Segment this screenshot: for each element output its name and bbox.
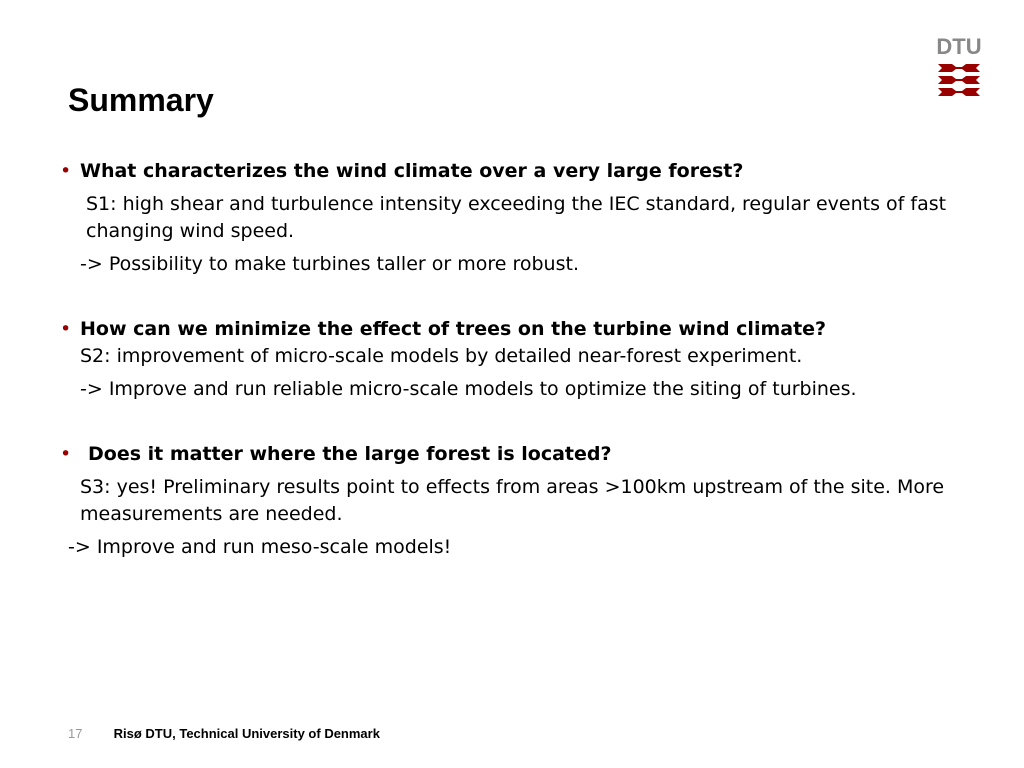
dtu-logo — [936, 34, 982, 96]
bullet-answer: S2: improvement of micro-scale models by detailed near-forest experiment. — [80, 345, 803, 367]
bullet-item — [58, 158, 958, 278]
footer-text: Risø DTU, Technical University of Denmark — [113, 726, 380, 741]
page-number: 17 — [68, 726, 83, 741]
bullet-question: What characterizes the wind climate over a very large forest? — [80, 160, 744, 182]
bullet-item — [58, 441, 958, 561]
bullet-dot-icon: • — [60, 443, 72, 465]
bullet-question: Does it matter where the large forest is located? — [88, 443, 612, 465]
bullet-dot-icon: • — [60, 160, 72, 182]
bullet-question: How can we minimize the effect of trees on the turbine wind climate? — [80, 318, 827, 340]
bullet-outcome: -> Possibility to make turbines taller or more robust. — [80, 253, 579, 275]
dtu-logo-text: DTU — [936, 34, 982, 59]
slide-title: Summary — [68, 82, 214, 118]
bullet-dot-icon: • — [60, 318, 72, 340]
bullet-item — [58, 316, 958, 403]
bullet-outcome: -> Improve and run meso-scale models! — [68, 536, 452, 558]
bullet-outcome: -> Improve and run reliable micro-scale models to optimize the siting of turbines. — [80, 378, 857, 400]
dtu-logo-mark — [938, 64, 980, 96]
bullet-answer: S1: high shear and turbulence intensity exceeding the IEC standard, regular events of fast changing wind speed. — [86, 193, 947, 242]
slide-footer — [68, 726, 380, 741]
bullet-answer: S3: yes! Preliminary results point to effects from areas >100km upstream of the site. More measurements are needed. — [80, 476, 945, 525]
slide-content — [58, 158, 958, 561]
